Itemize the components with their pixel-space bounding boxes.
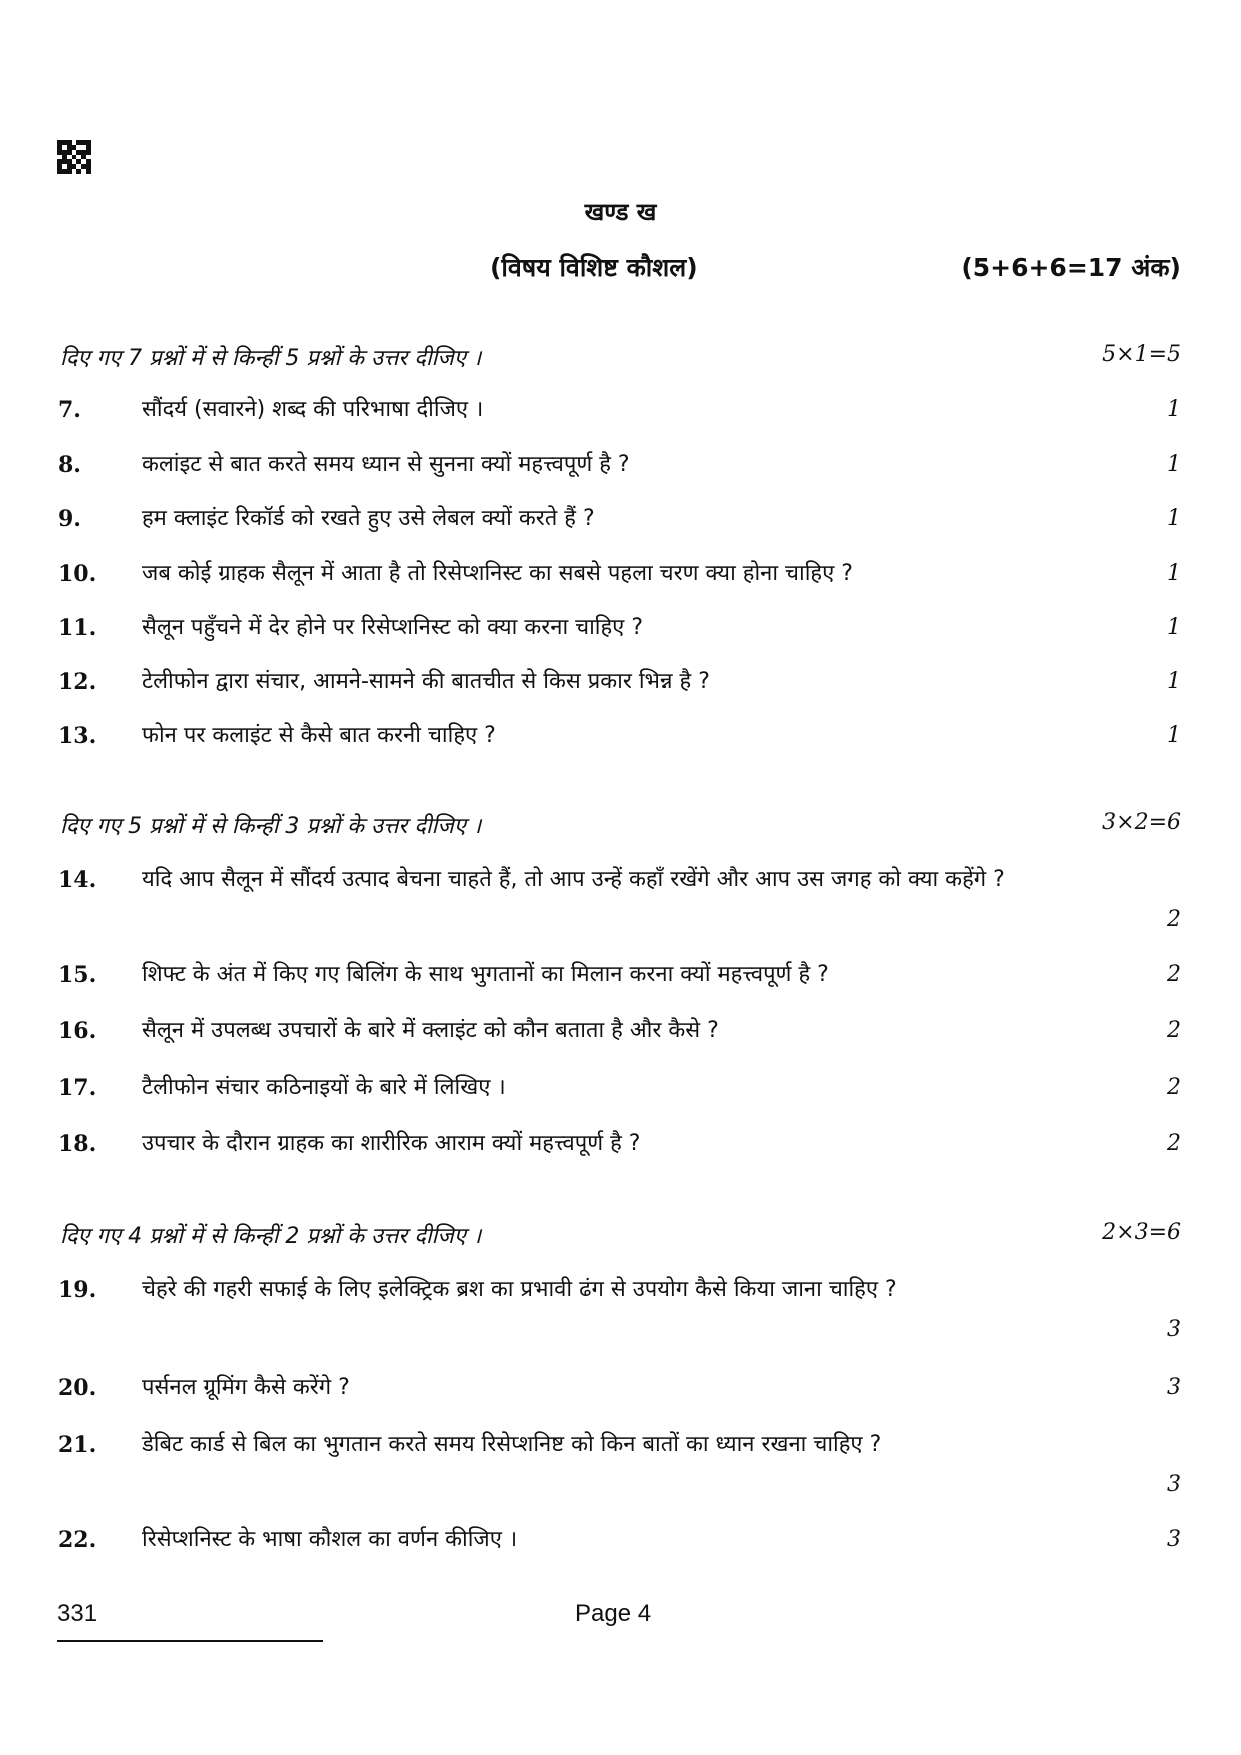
question-mark: 2: [1167, 907, 1181, 932]
question-number: 13.: [58, 723, 97, 749]
question-number: 10.: [58, 561, 97, 587]
question-text: हम क्लाइंट रिकॉर्ड को रखते हुए उसे लेबल क्यों करते हैं ?: [142, 506, 595, 531]
group-instruction: [60, 1220, 1181, 1254]
question-text: पर्सनल ग्रूमिंग कैसे करेंगे ?: [142, 1375, 350, 1400]
question-mark: 3: [1167, 1472, 1181, 1497]
question-mark: 1: [1167, 669, 1181, 694]
question-number: 21.: [58, 1432, 97, 1458]
section-title: खण्ड ख: [584, 198, 657, 226]
question-text: टैलीफोन संचार कठिनाइयों के बारे में लिखिए ।: [142, 1075, 506, 1100]
group-instruction: [60, 810, 1181, 844]
question-mark: 3: [1167, 1317, 1181, 1342]
question-mark: 1: [1167, 561, 1181, 586]
page-number: Page 4: [575, 1600, 652, 1627]
question-text: डेबिट कार्ड से बिल का भुगतान करते समय रिसेप्शनिष्ट को किन बातों का ध्यान रखना चाहिए ?: [142, 1432, 882, 1457]
question-mark: 1: [1167, 506, 1181, 531]
question-number: 9.: [58, 506, 81, 532]
question-number: 22.: [58, 1527, 97, 1553]
instruction-marks: 3×2=6: [1102, 810, 1181, 835]
group-instruction: [60, 342, 1181, 376]
footer-divider: [57, 1640, 323, 1642]
question-text: सैलून में उपलब्ध उपचारों के बारे में क्लाइंट को कौन बताता है और कैसे ?: [142, 1018, 719, 1043]
question-number: 20.: [58, 1375, 97, 1401]
question-mark: 1: [1167, 615, 1181, 640]
question-text: उपचार के दौरान ग्राहक का शारीरिक आराम क्यों महत्त्वपूर्ण है ?: [142, 1131, 641, 1156]
question-number: 15.: [58, 962, 97, 988]
qr-code-icon: [57, 140, 91, 174]
question-number: 14.: [58, 867, 97, 893]
question-text: कलांइट से बात करते समय ध्यान से सुनना क्यों महत्त्वपूर्ण है ?: [142, 452, 630, 477]
question-number: 8.: [58, 452, 81, 478]
question-text: शिफ्ट के अंत में किए गए बिलिंग के साथ भुगतानों का मिलान करना क्यों महत्त्वपूर्ण है ?: [142, 962, 829, 987]
question-mark: 3: [1167, 1375, 1181, 1400]
question-text: रिसेप्शनिस्ट के भाषा कौशल का वर्णन कीजिए ।: [142, 1527, 518, 1552]
question-number: 19.: [58, 1277, 97, 1303]
question-text: जब कोई ग्राहक सैलून में आता है तो रिसेप्शनिस्ट का सबसे पहला चरण क्या होना चाहिए ?: [142, 561, 853, 586]
question-mark: 2: [1167, 1131, 1181, 1156]
instruction-text: दिए गए 7 प्रश्नों में से किन्हीं 5 प्रश्नों के उत्तर दीजिए ।: [60, 346, 482, 371]
paper-code: 331: [57, 1600, 98, 1627]
question-number: 18.: [58, 1131, 97, 1157]
question-text: चेहरे की गहरी सफाई के लिए इलेक्ट्रिक ब्रश का प्रभावी ढंग से उपयोग कैसे किया जाना चाहिए ?: [142, 1277, 897, 1302]
question-text: फोन पर कलाइंट से कैसे बात करनी चाहिए ?: [142, 723, 496, 748]
section-subtitle: (विषय विशिष्ट कौशल): [490, 253, 698, 282]
question-text: सैलून पहुँचने में देर होने पर रिसेप्शनिस्ट को क्या करना चाहिए ?: [142, 615, 644, 640]
instruction-text: दिए गए 5 प्रश्नों में से किन्हीं 3 प्रश्नों के उत्तर दीजिए ।: [60, 814, 482, 839]
question-number: 12.: [58, 669, 97, 695]
question-mark: 1: [1167, 397, 1181, 422]
question-mark: 3: [1167, 1527, 1181, 1552]
question-text: सौंदर्य (सवारने) शब्द की परिभाषा दीजिए ।: [142, 397, 484, 422]
instruction-marks: 2×3=6: [1102, 1220, 1181, 1245]
question-mark: 2: [1167, 962, 1181, 987]
question-mark: 1: [1167, 452, 1181, 477]
question-mark: 1: [1167, 723, 1181, 748]
question-number: 7.: [58, 397, 81, 423]
question-number: 17.: [58, 1075, 97, 1101]
question-number: 11.: [58, 615, 97, 641]
total-marks: (5+6+6=17 अंक): [961, 253, 1181, 282]
question-number: 16.: [58, 1018, 97, 1044]
question-text: टेलीफोन द्वारा संचार, आमने-सामने की बातचीत से किस प्रकार भिन्न है ?: [142, 669, 710, 694]
question-text: यदि आप सैलून में सौंदर्य उत्पाद बेचना चाहते हैं, तो आप उन्हें कहाँ रखेंगे और आप उस जगह को क्या कहेंगे ?: [142, 867, 1005, 892]
instruction-marks: 5×1=5: [1102, 342, 1181, 367]
instruction-text: दिए गए 4 प्रश्नों में से किन्हीं 2 प्रश्नों के उत्तर दीजिए ।: [60, 1224, 482, 1249]
question-mark: 2: [1167, 1075, 1181, 1100]
question-mark: 2: [1167, 1018, 1181, 1043]
